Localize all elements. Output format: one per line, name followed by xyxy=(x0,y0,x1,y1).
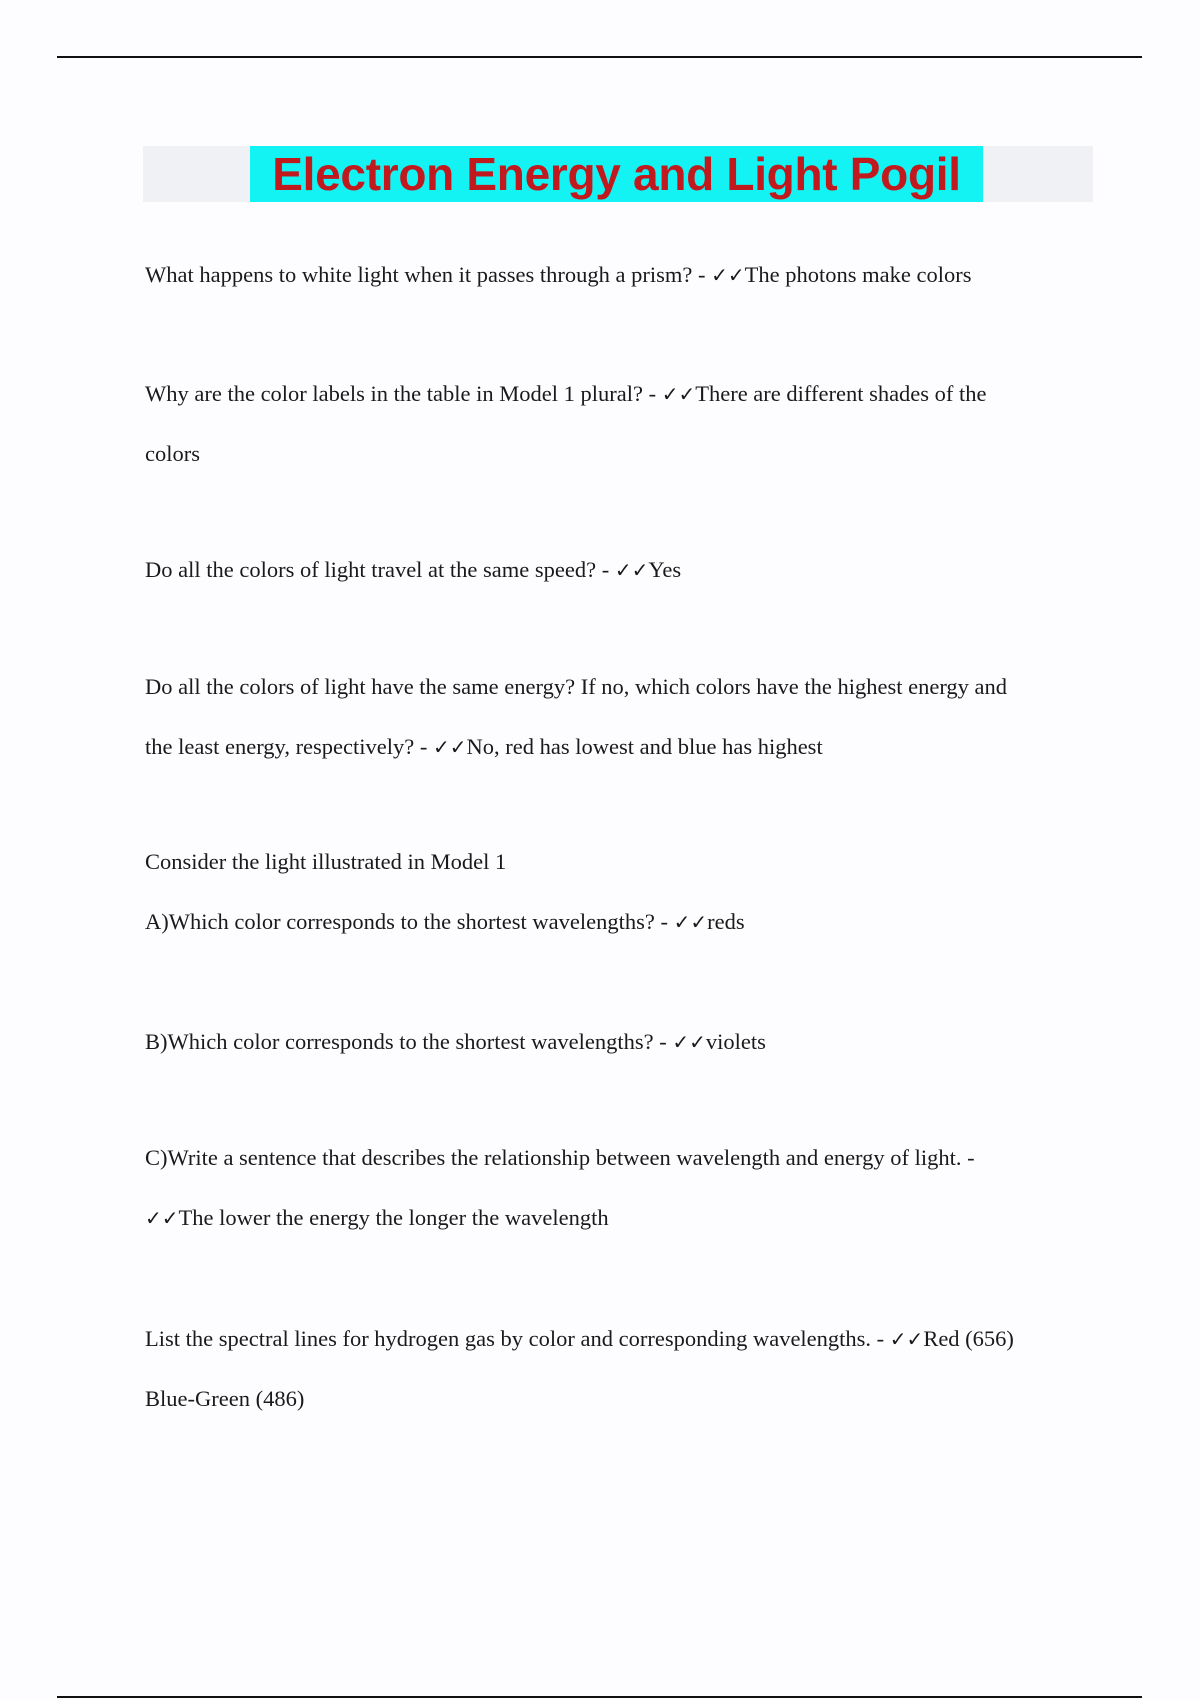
check-icon: ✓✓ xyxy=(672,1030,706,1054)
answer-continuation: Blue-Green (486) xyxy=(145,1386,305,1411)
question-text: Do all the colors of light have the same energy? If no, which colors have the highest energy and xyxy=(145,674,1008,699)
check-icon: ✓✓ xyxy=(889,1327,924,1351)
answer-text: No, red has lowest and blue has highest xyxy=(466,734,823,759)
question-text: List the spectral lines for hydrogen gas by color and corresponding wavelengths. - xyxy=(145,1326,890,1351)
qa-item-1 xyxy=(145,245,1085,305)
header-rule xyxy=(57,56,1142,58)
qa-item-4 xyxy=(145,657,1085,777)
question-text: A)Which color corresponds to the shortest wavelengths? - xyxy=(145,909,674,934)
qa-line xyxy=(145,540,1085,600)
section-intro: Consider the light illustrated in Model 1 xyxy=(145,849,507,874)
qa-item-3 xyxy=(145,540,1085,600)
qa-item-5 xyxy=(145,832,1085,952)
answer-text: violets xyxy=(705,1029,766,1054)
answer-text: Yes xyxy=(648,557,682,582)
check-icon: ✓✓ xyxy=(711,263,745,287)
qa-line xyxy=(145,892,1085,952)
qa-line xyxy=(145,245,1085,305)
question-text: What happens to white light when it passes through a prism? - xyxy=(145,262,712,287)
question-text-cont: the least energy, respectively? - xyxy=(145,734,433,759)
answer-text: reds xyxy=(707,909,745,934)
qa-line xyxy=(145,717,1085,777)
answer-text: Red (656) xyxy=(923,1326,1014,1351)
qa-item-2 xyxy=(145,364,1085,484)
answer-text: There are different shades of the xyxy=(695,381,987,406)
answer-text: The lower the energy the longer the wavelength xyxy=(178,1205,609,1230)
qa-item-6 xyxy=(145,1012,1085,1072)
question-text: B)Which color corresponds to the shortest wavelengths? - xyxy=(145,1029,673,1054)
qa-line xyxy=(145,1188,1085,1248)
qa-item-7 xyxy=(145,1128,1085,1248)
check-icon: ✓✓ xyxy=(661,382,696,406)
question-text: Do all the colors of light travel at the same speed? - xyxy=(145,557,615,582)
document-title: Electron Energy and Light Pogil xyxy=(272,148,961,200)
check-icon: ✓✓ xyxy=(614,558,649,582)
answer-text: The photons make colors xyxy=(744,262,972,287)
question-text: Why are the color labels in the table in Model 1 plural? - xyxy=(145,381,662,406)
check-icon: ✓✓ xyxy=(433,735,467,759)
footer-rule xyxy=(57,1696,1142,1698)
qa-line xyxy=(145,364,1085,424)
answer-continuation: colors xyxy=(145,441,200,466)
check-icon: ✓✓ xyxy=(673,910,708,934)
qa-item-8 xyxy=(145,1309,1085,1429)
qa-line xyxy=(145,1309,1085,1369)
question-text: C)Write a sentence that describes the relationship between wavelength and energy of light. - xyxy=(145,1145,975,1170)
check-icon: ✓✓ xyxy=(145,1206,179,1230)
qa-line xyxy=(145,1012,1085,1072)
